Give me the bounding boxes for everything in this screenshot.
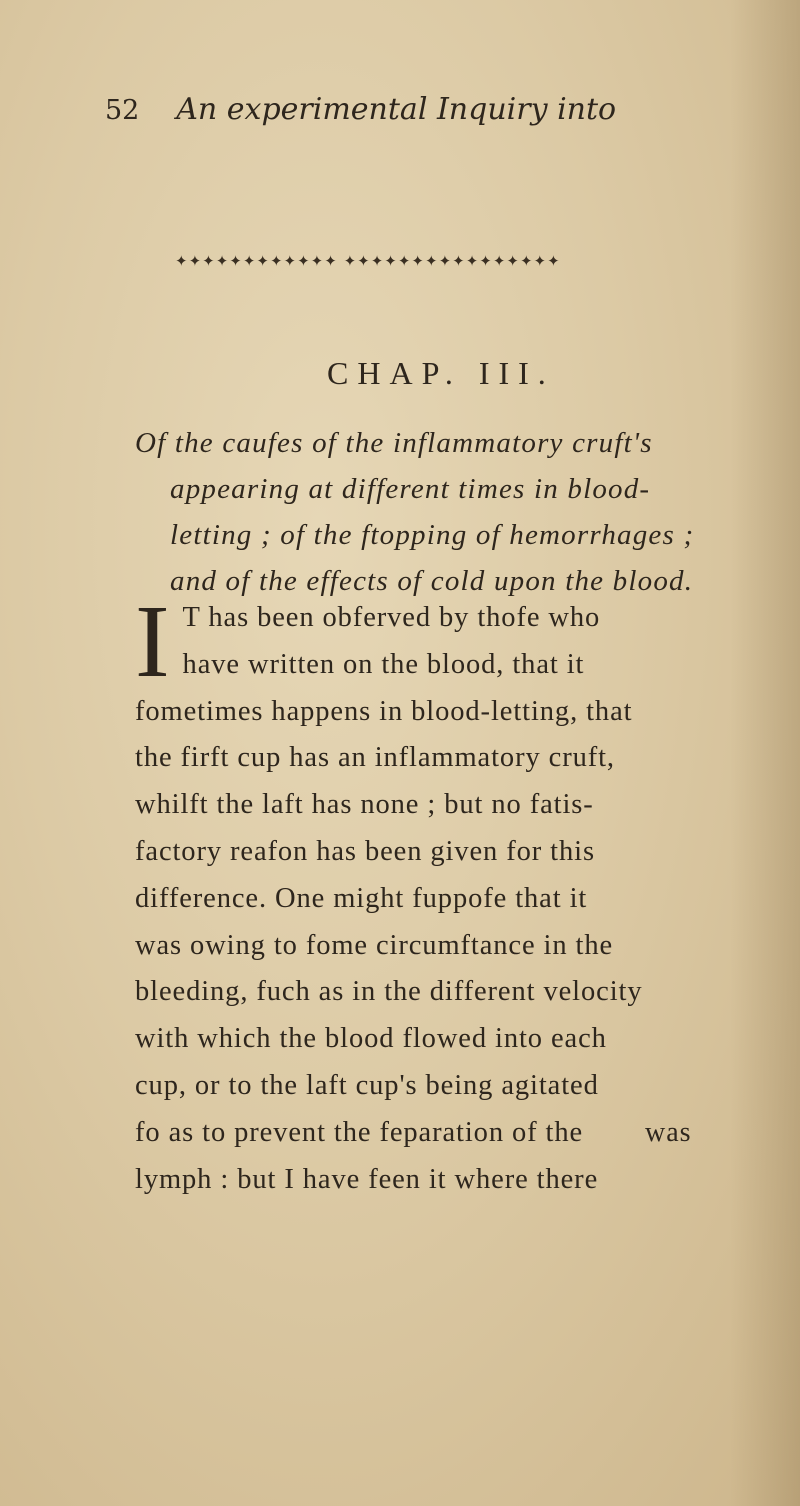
subtitle-line: appearing at different times in blood- [170,473,651,505]
text-line: fo as to prevent the feparation of the [135,1116,584,1148]
text-line: fometimes happens in blood-letting, that [135,695,633,727]
ornamental-border: ✦✦✦✦✦✦✦✦✦✦✦✦ ✦✦✦✦✦✦✦✦✦✦✦✦✦✦✦✦ [175,252,561,270]
chapter-title: CHAP. III. [327,355,555,391]
text-line: whilft the laft has none ; but no fatis- [135,789,594,821]
text-line: bleeding, fuch as in the different velocity [135,976,643,1008]
text-line: have written on the blood, that it [182,648,585,680]
chapter-subtitle [135,420,755,604]
body-paragraph [135,584,755,1203]
text-line: lymph : but I have feen it where there [135,1163,599,1195]
drop-cap: I [135,584,171,699]
subtitle-line: and of the effects of cold upon the blood. [170,565,694,597]
text-line: factory reafon has been given for this [135,835,595,867]
page-number: 52 [105,95,140,126]
text-line: was owing to fome circumftance in the [135,929,614,961]
running-head-title: An experimental Inquiry into [176,92,617,127]
text-line: the firft cup has an inflammatory cruft, [135,742,615,774]
text-line: difference. One might fuppofe that it [135,882,588,914]
running-head [105,92,705,127]
text-line: T has been obferved by thofe who [182,602,601,633]
catchword: was [645,1117,692,1148]
text-line: with which the blood flowed into each [135,1023,607,1055]
text-line: cup, or to the laft cup's being agitated [135,1069,599,1101]
subtitle-line: letting ; of the ftopping of hemorrhages ; [170,519,695,551]
subtitle-line: Of the caufes of the inflammatory cruft's [135,427,653,459]
